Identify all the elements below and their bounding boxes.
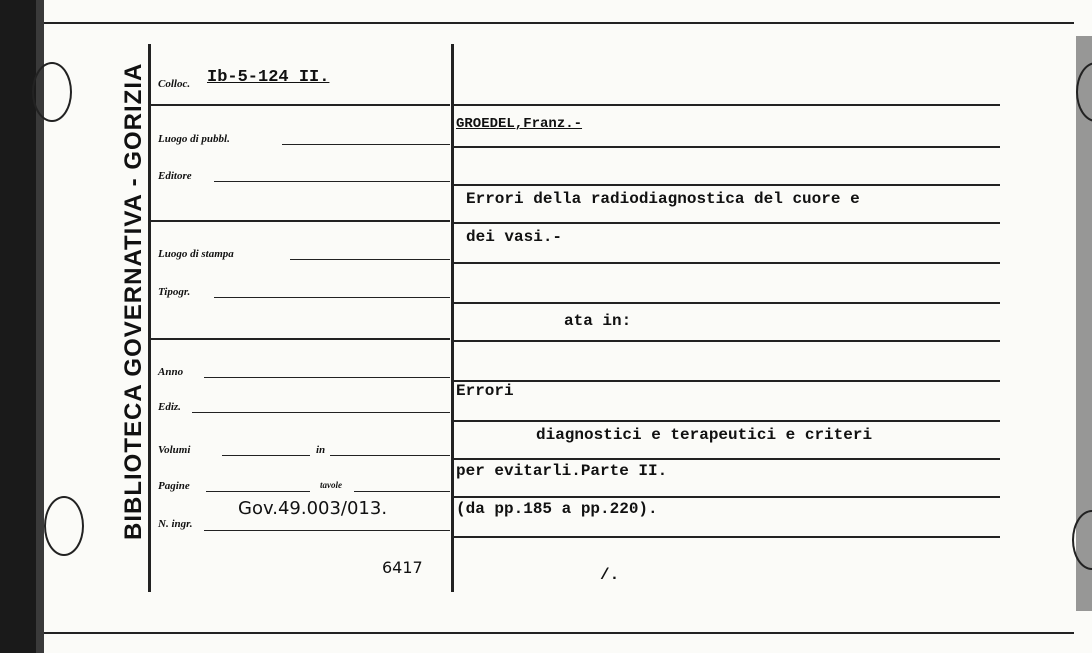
ediz-label: Ediz. (158, 401, 181, 413)
right-rule-2 (454, 184, 1000, 186)
right-rule-10 (454, 496, 1000, 498)
tavole-label: tavole (320, 480, 342, 490)
luogo-pubbl-line (282, 144, 450, 145)
punch-hole-bottom-right (1072, 510, 1092, 570)
title-line-1: Errori della radiodiagnostica del cuore e (466, 190, 860, 208)
punch-hole-bottom-left (44, 496, 84, 556)
collocazione-label: Colloc. (158, 78, 191, 90)
handwritten-note: 6417 (382, 558, 423, 577)
left-row-rule-2 (150, 220, 450, 222)
ediz-line (192, 412, 450, 413)
left-column-rule (148, 44, 151, 592)
luogo-pubbl-label: Luogo di pubbl. (158, 133, 230, 145)
library-stamp: BIBLIOTECA GOVERNATIVA - GORIZIA (120, 62, 147, 540)
luogo-stampa-line (290, 259, 450, 260)
n-ingr-label: N. ingr. (158, 518, 193, 530)
right-rule-9 (454, 458, 1000, 460)
contained-in-label: ata in: (564, 312, 632, 330)
punch-hole-top-left (32, 62, 72, 122)
volumi-label: Volumi (158, 444, 191, 456)
right-rule-7 (454, 380, 1000, 382)
bottom-border (44, 632, 1074, 634)
left-row-rule-3 (150, 338, 450, 340)
left-row-rule-1 (150, 104, 450, 106)
editore-label: Editore (158, 170, 192, 182)
page-range: (da pp.185 a pp.220). (456, 500, 658, 518)
center-column-rule (451, 44, 454, 592)
luogo-stampa-label: Luogo di stampa (158, 248, 234, 260)
n-ingr-line (204, 530, 450, 531)
right-top-rule (454, 104, 1000, 106)
pagine-label: Pagine (158, 480, 190, 492)
right-rule-6 (454, 340, 1000, 342)
tipogr-line (214, 297, 450, 298)
tipogr-label: Tipogr. (158, 286, 191, 298)
end-mark: /. (600, 566, 620, 584)
author-heading: GROEDEL,Franz.- (456, 116, 583, 132)
volumi-line (222, 455, 310, 456)
card-left-edge (0, 0, 36, 653)
anno-label: Anno (158, 366, 184, 378)
n-ingr-value: Gov.49.003/013. (238, 498, 388, 519)
title-line-2: dei vasi.- (466, 228, 563, 246)
right-rule-5 (454, 302, 1000, 304)
source-line-2: diagnostici e terapeutici e criteri (536, 426, 873, 444)
in-label: in (316, 444, 326, 456)
tavole-line (354, 491, 450, 492)
in-line (330, 455, 450, 456)
anno-line (204, 377, 450, 378)
right-rule-3 (454, 222, 1000, 224)
right-rule-4 (454, 262, 1000, 264)
collocazione-value: Ib-5-124 II. (207, 68, 330, 87)
right-rule-8 (454, 420, 1000, 422)
pagine-line (206, 491, 310, 492)
right-rule-1 (454, 146, 1000, 148)
source-line-1: Errori (456, 382, 514, 400)
editore-line (214, 181, 450, 182)
right-rule-11 (454, 536, 1000, 538)
source-line-3: per evitarli.Parte II. (456, 462, 668, 480)
top-border (44, 22, 1074, 24)
